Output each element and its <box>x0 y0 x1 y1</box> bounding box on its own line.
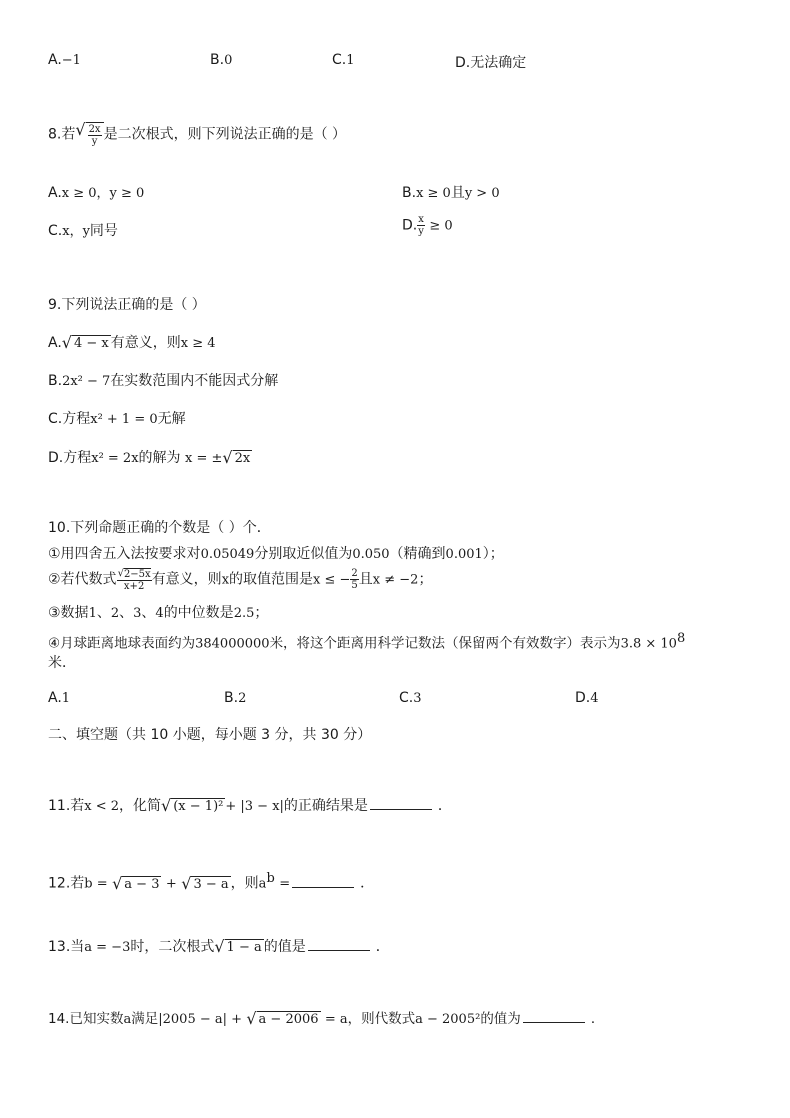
q10-statement-3: ③数据1、2、3、4的中位数是2.5； <box>48 605 269 621</box>
q8-radical: √ $\frac{2x}{y}$ <box>75 122 103 147</box>
q7-option-b: B.0 <box>210 52 233 68</box>
q9-option-b: B.2x² − 7在实数范围内不能因式分解 <box>48 373 279 389</box>
q7-option-a: A.−1 <box>48 52 81 68</box>
q10-statement-4: ④月球距离地球表面约为384000000米，将这个距离用科学记数法（保留两个有效数字）表示为$3.8 \times 10^8$ <box>48 631 686 652</box>
q14: 14.已知实数a满足|2005 − a| + √ a − 2006 = a，则代数式a − 2005²的值为 ． <box>48 1009 605 1028</box>
q13: 13.当a = −3时，二次根式 √ 1 − a 的值是 ． <box>48 937 390 956</box>
q10-stem: 10.下列命题正确的个数是（ ）个． <box>48 520 271 536</box>
q9-stem: 9.下列说法正确的是（ ） <box>48 297 206 313</box>
q14-answer-blank[interactable] <box>523 1010 585 1023</box>
q10-option-d: D.4 <box>575 690 599 706</box>
q8-option-b: B.x ≥ 0且y > 0 <box>402 185 500 201</box>
q9-option-c: C.方程x² + 1 = 0无解 <box>48 411 186 427</box>
q13-answer-blank[interactable] <box>308 938 370 951</box>
q8-stem: 8.若 √ $\frac{2x}{y}$ 是二次根式，则下列说法正确的是（ ） <box>48 120 347 147</box>
q11: 11.若x < 2，化简 √ (x − 1)² + |3 − x|的正确结果是 ． <box>48 796 452 815</box>
q9-option-a: A. √ 4 − x 有意义，则x ≥ 4 <box>48 333 216 352</box>
q10-statement-1: ①用四舍五入法按要求对0.05049分别取近似值为0.050（精确到0.001）； <box>48 546 504 562</box>
section-2-heading: 二、填空题（共 10 小题，每小题 3 分，共 30 分） <box>48 727 372 743</box>
q11-answer-blank[interactable] <box>370 797 432 810</box>
q8-option-d: D. $\frac{x}{y}$ ≥ 0 <box>402 214 453 237</box>
q10-option-b: B.2 <box>224 690 247 706</box>
q9-option-d: D.方程x² = 2x的解为 x = ± √ 2x <box>48 448 251 467</box>
q10-statement-2: ②若代数式 √ 2−5x x+2 有意义，则x的取值范围是x ≤ − $\frac{2}{5}$ 且x ≠ −2； <box>48 568 433 592</box>
q7-option-d: D.无法确定 <box>455 55 527 71</box>
q10-statement-4-cont: 米． <box>48 655 76 671</box>
q10-option-a: A.1 <box>48 690 71 706</box>
q12-answer-blank[interactable] <box>292 875 354 888</box>
q12: 12.若b = √ a − 3 + √ 3 − a ，则$a^b$ = ． <box>48 871 375 893</box>
q8-option-c: C.x，y同号 <box>48 223 118 239</box>
q7-option-c: C.1 <box>332 52 355 68</box>
q8-option-a: A.x ≥ 0，y ≥ 0 <box>48 185 145 201</box>
q10-option-c: C.3 <box>399 690 422 706</box>
